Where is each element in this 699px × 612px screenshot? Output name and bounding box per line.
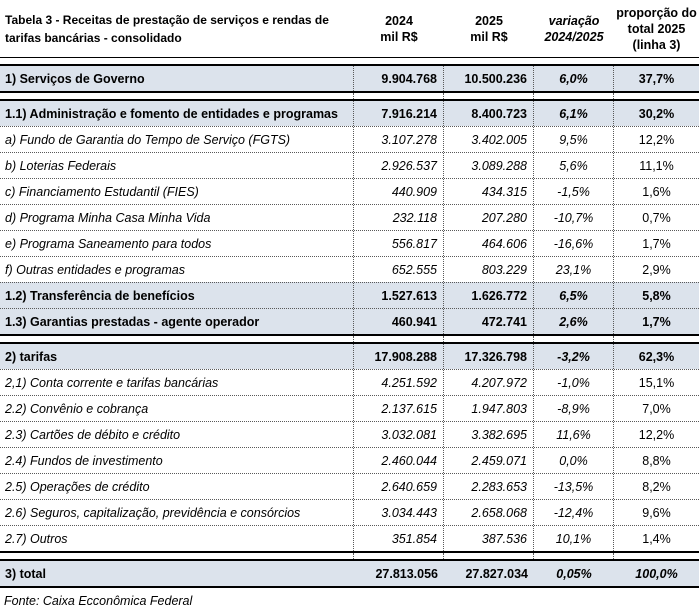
row-label: 2.5) Operações de crédito <box>0 474 354 499</box>
table-row <box>0 178 699 204</box>
value-proporcao: 62,3% <box>638 349 675 364</box>
value-2025: 2.658.068 <box>444 500 534 525</box>
row-label: 1.1) Administração e fomento de entidades e programas <box>0 101 354 126</box>
column-header-proporcao-line2: total 2025 <box>627 21 686 36</box>
value-variacao: -16,6% <box>534 231 614 256</box>
value-2025: 3.382.695 <box>444 422 534 447</box>
value-2024: 27.813.056 <box>375 566 438 581</box>
column-header-proporcao-line1: proporção do <box>616 5 697 20</box>
value-variacao: 0,0% <box>534 448 614 473</box>
value-2024: 2.640.659 <box>354 474 444 499</box>
table-row <box>0 447 699 473</box>
value-variacao: 2,6% <box>534 309 614 334</box>
value-2025: 2.459.071 <box>444 448 534 473</box>
value-proporcao: 2,9% <box>642 262 671 277</box>
table-title-line1: Tabela 3 - Receitas de prestação de serviços e rendas de <box>5 12 329 27</box>
table-title <box>0 0 354 57</box>
value-2025: 1.626.772 <box>444 283 534 308</box>
value-2024: 460.941 <box>354 309 444 334</box>
row-label: 3) total <box>5 566 46 581</box>
value-2024: 7.916.214 <box>354 101 444 126</box>
value-2025: 10.500.236 <box>444 66 534 91</box>
value-2024: 9.904.768 <box>354 66 444 91</box>
value-proporcao: 1,7% <box>642 314 671 329</box>
value-2024: 2.926.537 <box>354 153 444 178</box>
value-proporcao: 7,0% <box>642 401 671 416</box>
value-2024: 3.107.278 <box>354 127 444 152</box>
value-2024: 1.527.613 <box>354 283 444 308</box>
section-spacer <box>0 93 699 99</box>
section-spacer <box>0 336 699 342</box>
value-2025: 434.315 <box>444 179 534 204</box>
table-section <box>0 99 699 336</box>
value-variacao: -1,5% <box>534 179 614 204</box>
value-variacao: 5,6% <box>534 153 614 178</box>
value-proporcao: 8,8% <box>642 453 671 468</box>
table-row <box>0 473 699 499</box>
value-2025: 472.741 <box>444 309 534 334</box>
column-header-2024 <box>354 0 444 57</box>
table-header <box>0 0 699 58</box>
table-title-line2: tarifas bancárias - consolidado <box>5 30 182 45</box>
table-row <box>0 204 699 230</box>
column-header-variacao-line2: 2024/2025 <box>544 29 604 44</box>
value-variacao: 11,6% <box>534 422 614 447</box>
row-label: f) Outras entidades e programas <box>0 257 354 282</box>
table-row <box>0 230 699 256</box>
table-row <box>0 66 699 91</box>
value-2025: 4.207.972 <box>444 370 534 395</box>
column-header-variacao-line1: variação <box>548 13 600 28</box>
column-header-2025-year: 2025 <box>475 13 503 28</box>
row-label: 2.7) Outros <box>0 526 354 551</box>
value-2025: 3.402.005 <box>444 127 534 152</box>
value-variacao: -13,5% <box>534 474 614 499</box>
row-label: b) Loterias Federais <box>0 153 354 178</box>
section-spacer <box>0 553 699 559</box>
table-row <box>0 256 699 282</box>
row-label: 1.3) Garantias prestadas - agente operador <box>0 309 354 334</box>
row-label: c) Financiamento Estudantil (FIES) <box>0 179 354 204</box>
value-2024: 3.034.443 <box>354 500 444 525</box>
value-2025: 387.536 <box>444 526 534 551</box>
value-variacao: 23,1% <box>534 257 614 282</box>
value-proporcao: 12,2% <box>638 427 675 442</box>
value-variacao: 6,5% <box>534 283 614 308</box>
table-section <box>0 64 699 93</box>
row-label: d) Programa Minha Casa Minha Vida <box>0 205 354 230</box>
row-label: a) Fundo de Garantia do Tempo de Serviço (FGTS) <box>0 127 354 152</box>
value-variacao: -10,7% <box>534 205 614 230</box>
row-label: 2.3) Cartões de débito e crédito <box>0 422 354 447</box>
value-proporcao: 5,8% <box>642 288 671 303</box>
column-header-2025 <box>444 0 534 57</box>
value-proporcao: 0,7% <box>642 210 671 225</box>
row-label: 2) tarifas <box>0 344 354 369</box>
value-2024: 351.854 <box>354 526 444 551</box>
column-header-2024-unit: mil R$ <box>380 29 418 44</box>
table-row <box>0 561 699 586</box>
table-row <box>0 421 699 447</box>
value-variacao: 6,0% <box>534 66 614 91</box>
value-proporcao: 15,1% <box>638 375 675 390</box>
value-proporcao: 30,2% <box>638 106 675 121</box>
table-row <box>0 395 699 421</box>
row-label: 2.6) Seguros, capitalização, previdência e consórcios <box>0 500 354 525</box>
value-2024: 3.032.081 <box>354 422 444 447</box>
value-variacao: 0,05% <box>556 566 592 581</box>
table-row <box>0 152 699 178</box>
value-proporcao: 12,2% <box>638 132 675 147</box>
value-2024: 4.251.592 <box>354 370 444 395</box>
value-2025: 1.947.803 <box>444 396 534 421</box>
value-2025: 2.283.653 <box>444 474 534 499</box>
value-2024: 232.118 <box>354 205 444 230</box>
value-proporcao: 9,6% <box>642 505 671 520</box>
table-row <box>0 525 699 551</box>
column-header-proporcao-line3: (linha 3) <box>632 37 681 52</box>
table-row <box>0 499 699 525</box>
value-variacao: 9,5% <box>534 127 614 152</box>
value-variacao: -8,9% <box>534 396 614 421</box>
value-2025: 464.606 <box>444 231 534 256</box>
value-2025: 17.326.798 <box>444 344 534 369</box>
table-row <box>0 282 699 308</box>
value-2025: 207.280 <box>444 205 534 230</box>
value-variacao: 6,1% <box>534 101 614 126</box>
table-row <box>0 126 699 152</box>
value-proporcao: 37,7% <box>638 71 675 86</box>
table-row <box>0 101 699 126</box>
table-row <box>0 344 699 369</box>
column-header-2025-unit: mil R$ <box>470 29 508 44</box>
column-header-proporcao <box>614 0 699 57</box>
row-label: 1.2) Transferência de benefícios <box>0 283 354 308</box>
value-2024: 17.908.288 <box>354 344 444 369</box>
value-proporcao: 1,7% <box>642 236 671 251</box>
column-header-variacao <box>534 0 614 57</box>
value-variacao: -1,0% <box>534 370 614 395</box>
value-2024: 2.460.044 <box>354 448 444 473</box>
table-row <box>0 308 699 334</box>
value-2024: 652.555 <box>354 257 444 282</box>
value-2024: 440.909 <box>354 179 444 204</box>
row-label: 2,1) Conta corrente e tarifas bancárias <box>0 370 354 395</box>
value-proporcao: 100,0% <box>635 566 678 581</box>
column-header-2024-year: 2024 <box>385 13 413 28</box>
value-variacao: 10,1% <box>534 526 614 551</box>
value-2024: 556.817 <box>354 231 444 256</box>
table-section <box>0 559 699 588</box>
value-2025: 27.827.034 <box>465 566 528 581</box>
row-label: e) Programa Saneamento para todos <box>0 231 354 256</box>
source-note: Fonte: Caixa Ecconômica Federal <box>4 594 193 608</box>
value-2024: 2.137.615 <box>354 396 444 421</box>
value-2025: 3.089.288 <box>444 153 534 178</box>
row-label: 2.2) Convênio e cobrança <box>0 396 354 421</box>
value-2025: 803.229 <box>444 257 534 282</box>
value-proporcao: 1,4% <box>642 531 671 546</box>
table-section <box>0 342 699 553</box>
value-variacao: -12,4% <box>534 500 614 525</box>
table-row <box>0 369 699 395</box>
value-proporcao: 1,6% <box>642 184 671 199</box>
row-label: 2.4) Fundos de investimento <box>0 448 354 473</box>
table-body <box>0 64 699 588</box>
row-label: 1) Serviços de Governo <box>0 66 354 91</box>
value-variacao: -3,2% <box>534 344 614 369</box>
value-proporcao: 8,2% <box>642 479 671 494</box>
value-2025: 8.400.723 <box>444 101 534 126</box>
value-proporcao: 11,1% <box>639 158 674 173</box>
